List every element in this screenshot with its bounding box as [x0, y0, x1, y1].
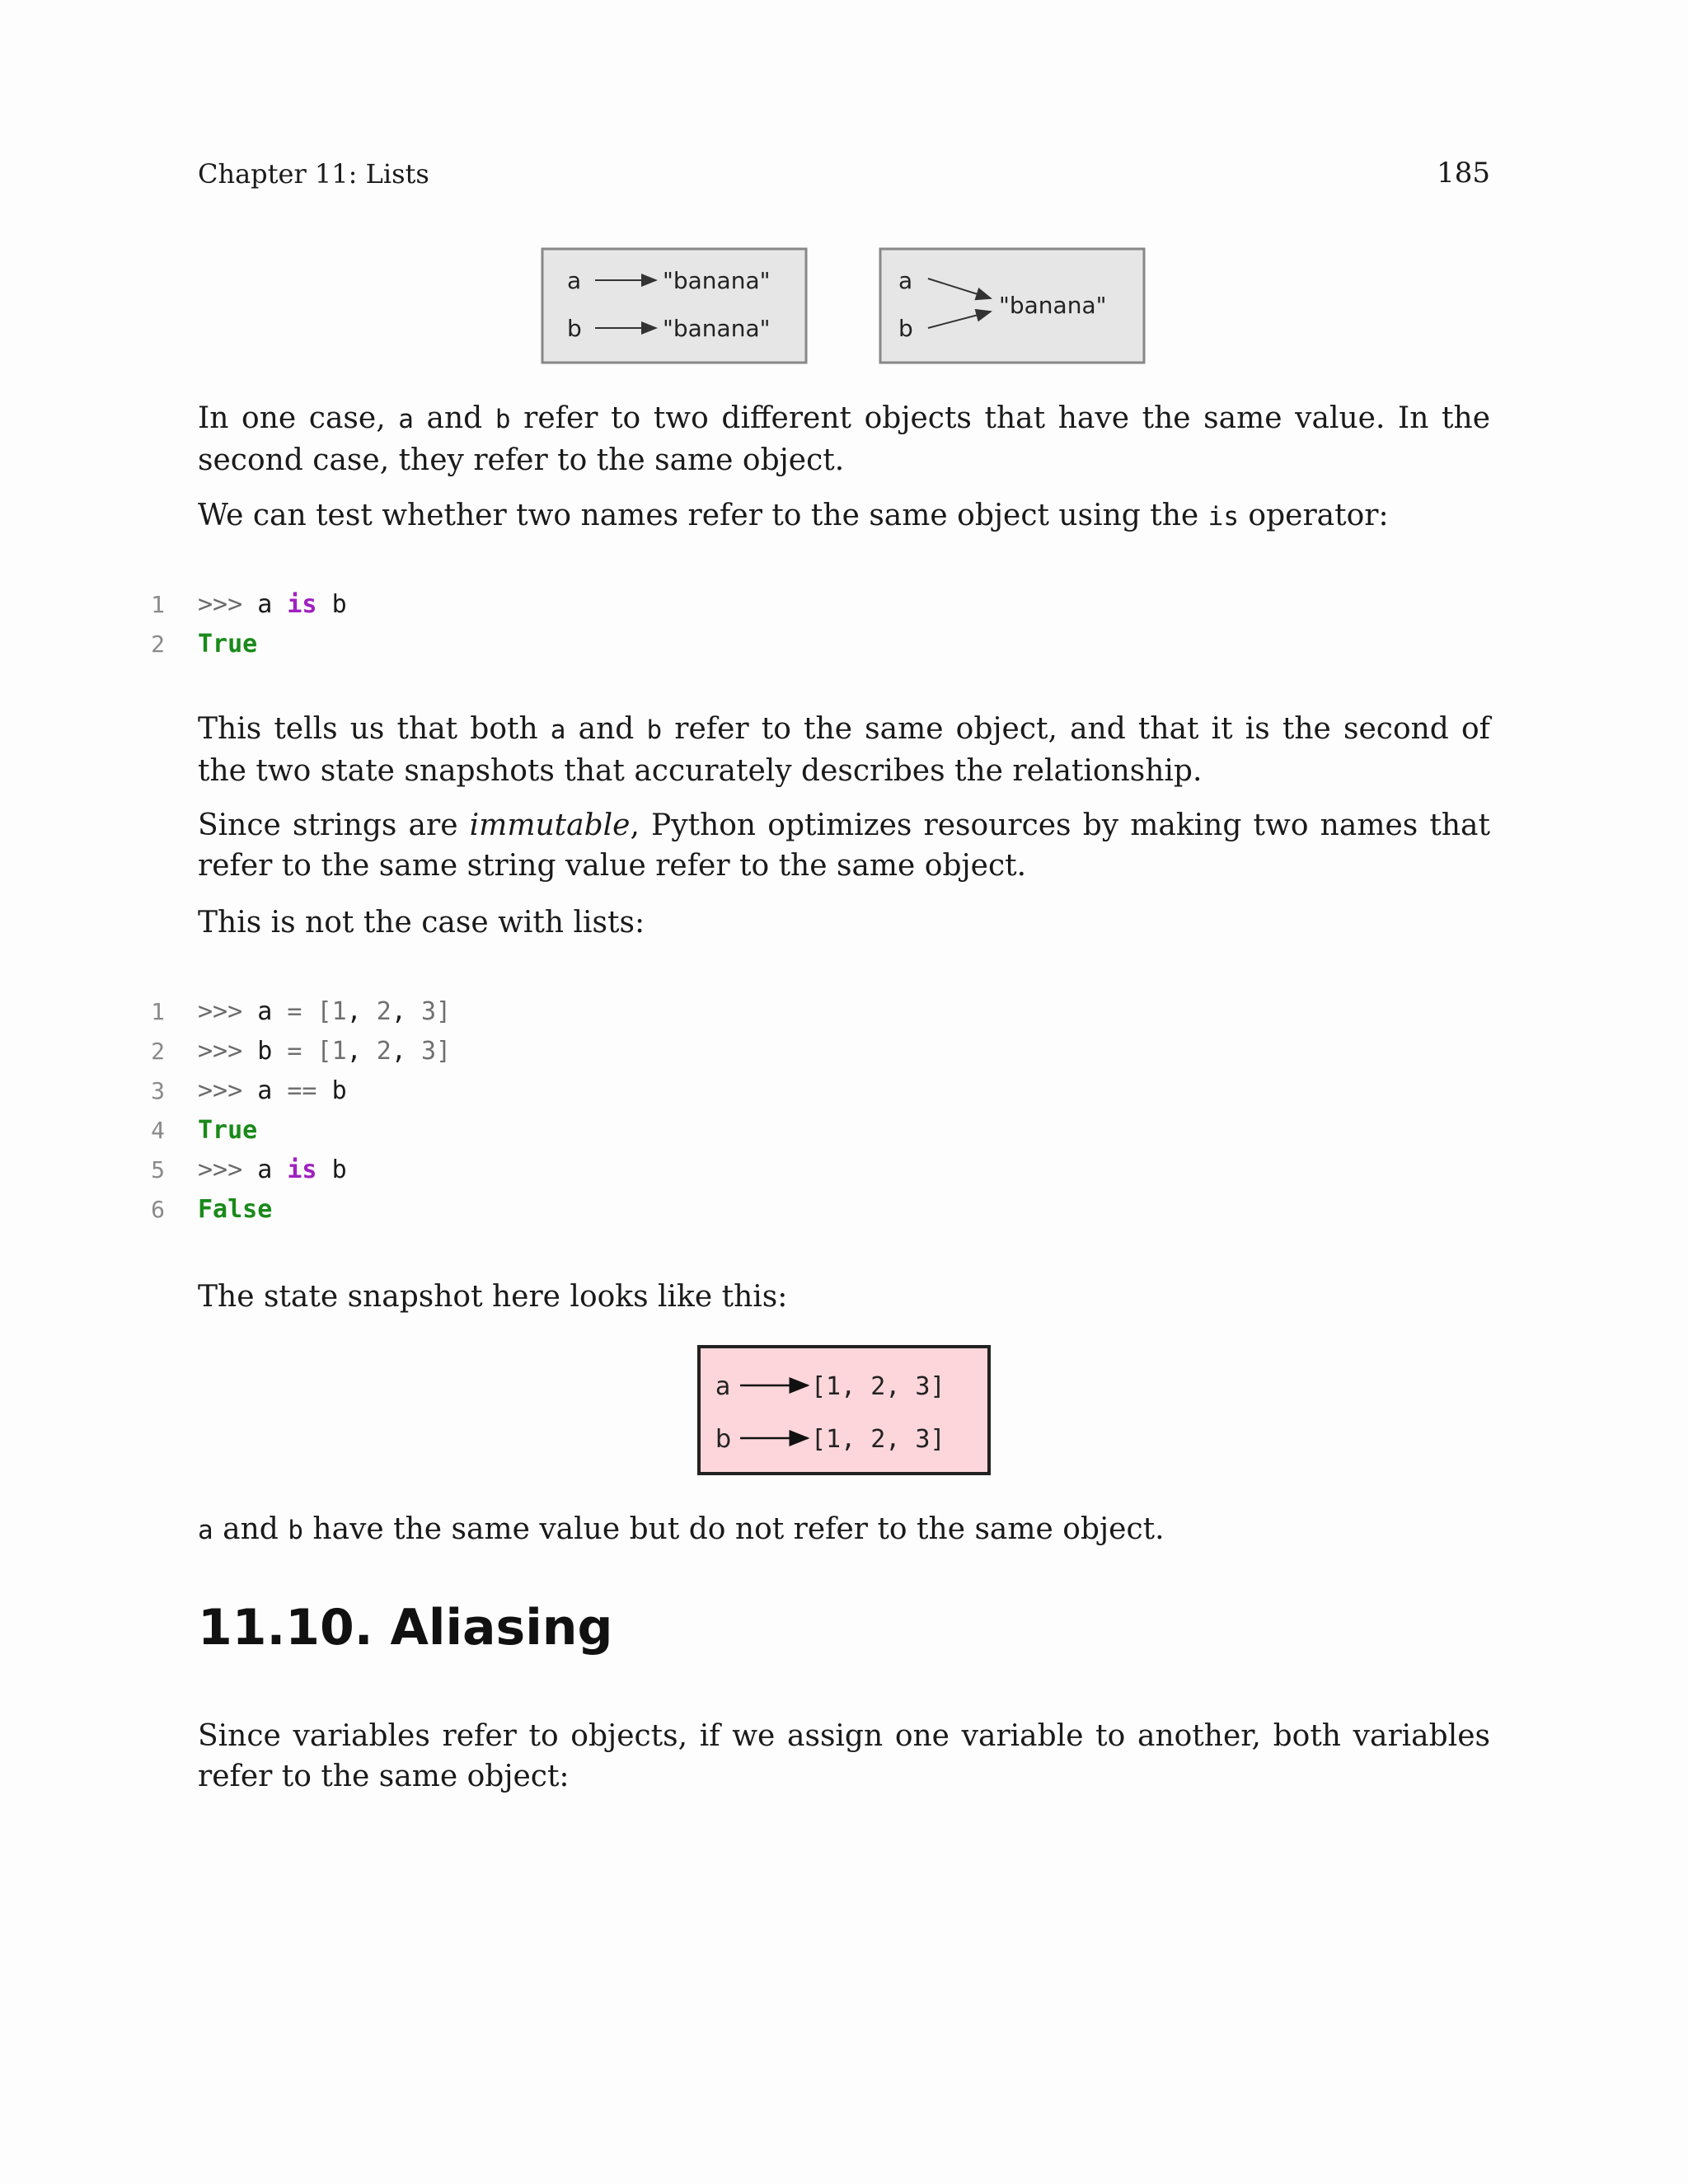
code-line [0, 1071, 1688, 1111]
var-label-a: a [715, 1372, 731, 1401]
var-label-a: a [567, 267, 582, 294]
inline-code: a [398, 405, 414, 434]
value-label: [1, 2, 3] [811, 1425, 945, 1454]
identifier: b [257, 1037, 273, 1066]
value-label: "banana" [663, 267, 771, 294]
value-label: "banana" [663, 315, 771, 342]
prompt: >>> [198, 997, 243, 1026]
line-number: 5 [151, 1156, 165, 1183]
text: Since strings are [198, 808, 470, 842]
keyword: is [287, 1155, 317, 1184]
output: False [198, 1195, 273, 1224]
bracket: ] [436, 1037, 452, 1066]
paragraph [198, 709, 1490, 791]
running-title: Chapter 11: Lists [198, 158, 429, 190]
value-label: "banana" [999, 292, 1107, 319]
identifier: a [257, 1155, 273, 1184]
identifier: b [331, 590, 347, 619]
number: 2 [376, 1037, 392, 1066]
inline-code: is [1207, 502, 1239, 532]
paragraph [198, 495, 1490, 537]
text: In one case, [198, 401, 399, 435]
operator: = [287, 1037, 302, 1066]
line-number: 6 [151, 1196, 165, 1223]
code-line: 2 >>> b = [1, 2, 3] [0, 1032, 1688, 1071]
text: have the same value but do not refer to the same object. [302, 1512, 1165, 1546]
operator: == [287, 1076, 317, 1105]
output: True [198, 1116, 258, 1145]
text: refer to two different objects that have the same value. In the second case, they refer to the same object. [198, 401, 1490, 477]
paragraph: The state snapshot here looks like this: [198, 1280, 788, 1314]
prompt: >>> [198, 1037, 243, 1066]
paragraph [198, 1509, 1490, 1551]
number: 2 [376, 997, 392, 1026]
inline-code: b [646, 715, 663, 745]
line-number: 1 [151, 591, 165, 618]
text: refer to the same object, and that it is the second of the two state snapshots that accurately describes the relationship. [198, 712, 1490, 788]
operator: = [287, 997, 302, 1026]
inline-code: a [550, 715, 566, 745]
line-number: 3 [151, 1077, 165, 1104]
var-label-b: b [567, 315, 582, 342]
state-diagram-separate-objects [541, 247, 809, 366]
number: 3 [420, 1037, 436, 1066]
line-number: 4 [151, 1117, 165, 1144]
text: , Python optimizes resources by making two names that refer to the same string value refer to the same object. [198, 808, 1490, 883]
code-line [0, 1151, 1688, 1190]
paragraph: Since variables refer to objects, if we assign one variable to another, both variables refer to the same object: [198, 1719, 1490, 1793]
number: 1 [331, 1037, 347, 1066]
text: We can test whether two names refer to the same object using the [198, 499, 1208, 532]
code-line [0, 585, 1688, 625]
number: 3 [420, 997, 436, 1026]
paragraph: This is not the case with lists: [198, 906, 645, 940]
var-label-b: b [715, 1425, 732, 1454]
inline-code: b [495, 405, 511, 434]
bracket: [ [316, 1037, 332, 1066]
identifier: a [257, 997, 273, 1026]
value-label: [1, 2, 3] [811, 1372, 945, 1401]
inline-code: a [198, 1516, 213, 1545]
text: This tells us that both [198, 712, 551, 746]
identifier: b [331, 1155, 347, 1184]
var-label-a: a [898, 267, 913, 294]
code-line [0, 1190, 1688, 1230]
output: True [198, 630, 258, 658]
identifier: b [331, 1076, 347, 1105]
prompt: >>> [198, 1076, 243, 1105]
var-label-b: b [898, 315, 913, 342]
inline-code: b [288, 1516, 303, 1545]
state-diagram-shared-object [879, 247, 1147, 366]
keyword: is [287, 590, 317, 619]
emphasis: immutable [469, 808, 631, 842]
prompt: >>> [198, 590, 243, 619]
text: operator: [1238, 499, 1389, 532]
code-line [0, 1111, 1688, 1151]
code-line: 1 >>> a = [1, 2, 3] [0, 992, 1688, 1032]
identifier: a [257, 1076, 273, 1105]
section-heading: 11.10. Aliasing [198, 1599, 613, 1657]
line-number: 1 [151, 998, 165, 1025]
number: 1 [331, 997, 347, 1026]
state-diagram-list-objects [697, 1345, 992, 1477]
paragraph [198, 805, 1490, 886]
bracket: [ [316, 997, 332, 1026]
bracket: ] [436, 997, 452, 1026]
prompt: >>> [198, 1155, 243, 1184]
text: and [413, 401, 495, 435]
line-number: 2 [151, 630, 165, 658]
paragraph [198, 398, 1490, 480]
identifier: a [257, 590, 273, 619]
code-line [0, 625, 1688, 664]
text: and [565, 712, 647, 746]
line-number: 2 [151, 1038, 165, 1065]
text: and [213, 1512, 288, 1546]
page-number: 185 [1437, 157, 1490, 190]
